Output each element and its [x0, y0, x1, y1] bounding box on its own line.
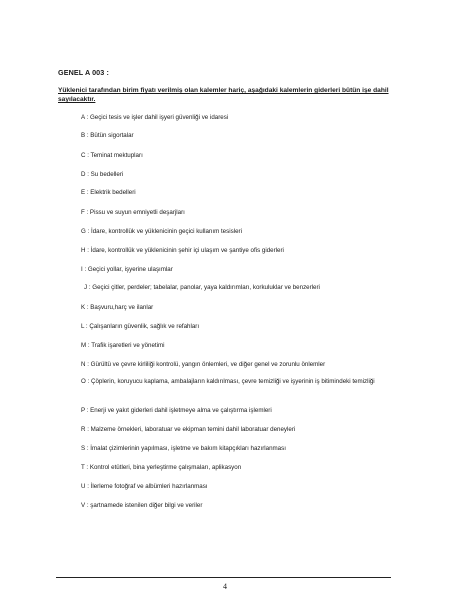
- page-number: 4: [223, 582, 227, 591]
- list-item-i: I : Geçici yollar, işyerine ulaşımlar: [81, 266, 173, 273]
- list-item-v: V : şartnamede istenilen diğer bilgi ve veriler: [81, 502, 203, 509]
- list-item-e: E : Elektrik bedelleri: [81, 189, 136, 196]
- list-item-k: K : Başvuru,harç ve ilanlar: [81, 304, 154, 311]
- list-item-b: B : Bütün sigortalar: [81, 132, 134, 139]
- footer-divider: [56, 577, 391, 578]
- intro-paragraph: Yüklenici tarafından birim fiyatı verilmiş olan kalemler hariç, aşağıdaki kalemlerin giderleri bütün işe dahil sayılacaktır.: [58, 87, 389, 104]
- list-item-u: U : İlerleme fotoğraf ve albümleri hazırlanması: [81, 483, 208, 490]
- list-item-h: H : İdare, kontrollük ve yüklenicinin şehir içi ulaşım ve şantiye ofis giderleri: [81, 247, 284, 254]
- section-heading: GENEL A 003 :: [58, 68, 109, 77]
- list-item-r: R : Malzeme örnekleri, laboratuar ve ekipman temini dahil laboratuar deneyleri: [81, 426, 296, 433]
- list-item-t: T : Kontrol etütleri, bina yerleştirme çalışmaları, aplikasyon: [81, 464, 242, 471]
- list-item-o: O : Çöplerin, koruyucu kaplama, ambalajların kaldırılması, çevre temizliği ve işyerinin iş bitimindeki temizliği: [81, 378, 375, 385]
- list-item-m: M : Trafik işaretleri ve yönetimi: [81, 342, 165, 349]
- list-item-s: S : İmalat çizimlerinin yapılması, işletme ve bakım kitapçıkları hazırlanması: [81, 445, 286, 452]
- list-item-d: D : Su bedelleri: [81, 171, 124, 178]
- list-item-a: A : Geçici tesis ve işler dahil işyeri güvenliği ve idaresi: [81, 114, 229, 121]
- list-item-f: F : Pissu ve suyun emniyetli deşarjları: [81, 209, 185, 216]
- list-item-j: J : Geçici çitler, perdeler; tabelalar, panolar, yaya kaldırımları, korkuluklar ve benzerleri: [84, 284, 320, 291]
- list-item-n: N : Gürültü ve çevre kirliliği kontrolü, yangın önlemleri, ve diğer genel ve zorunlu önlemler: [81, 361, 326, 368]
- list-item-l: L : Çalışanların güvenlik, sağlık ve refahları: [81, 323, 200, 330]
- list-item-c: C : Teminat mektupları: [81, 152, 143, 159]
- list-item-p: P : Enerji ve yakıt giderleri dahil işletmeye alma ve çalıştırma işlemleri: [81, 407, 272, 414]
- list-item-g: G : İdare, kontrollük ve yüklenicinin geçici kullanım tesisleri: [81, 228, 242, 235]
